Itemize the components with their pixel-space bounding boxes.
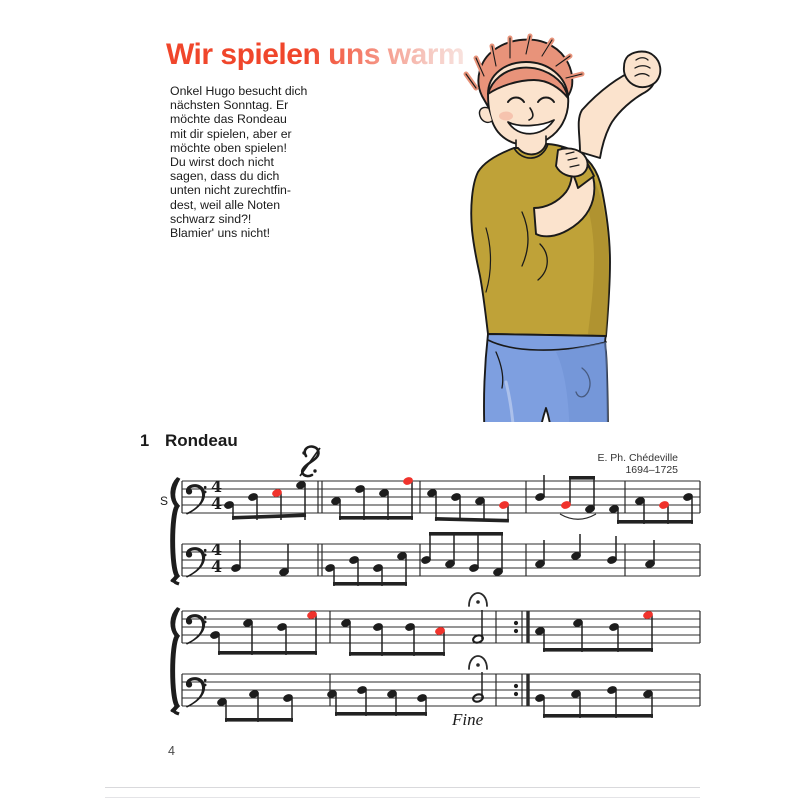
- page-number: 4: [168, 744, 175, 758]
- intro-line: sagen, dass du dich: [170, 169, 280, 184]
- note-group: [209, 610, 318, 655]
- composer-name: E. Ph. Chédeville: [597, 452, 678, 464]
- note-group: [216, 689, 294, 722]
- intro-line: mit dir spielen, aber er: [170, 126, 292, 141]
- staff-lower-2: [182, 656, 700, 729]
- intro-line: möchte das Rondeau: [170, 112, 287, 127]
- time-sig-denominator: 4: [211, 557, 223, 576]
- page-title: Wir spielen uns warm: [166, 38, 465, 71]
- intro-line: dest, weil alle Noten: [170, 197, 281, 212]
- time-sig-numerator: 4: [211, 540, 223, 559]
- note-group: [324, 551, 408, 586]
- intro-line: unten nicht zurechtfin-: [170, 183, 291, 198]
- note-group: [420, 532, 504, 577]
- note-group: [469, 656, 487, 703]
- intro-line: nächsten Sonntag. Er: [170, 98, 289, 113]
- fermata-icon: [469, 593, 487, 606]
- part-marker-s: S: [160, 494, 169, 508]
- composer-dates: 1694–1725: [625, 464, 678, 477]
- note-group: [340, 618, 446, 656]
- note-group: [534, 610, 654, 652]
- fermata-icon: [469, 656, 487, 669]
- staff-upper-1: [182, 447, 700, 524]
- time-sig-numerator: 4: [211, 477, 223, 496]
- piece-number: 1: [140, 432, 150, 450]
- note-group: [469, 593, 487, 644]
- staff-upper-2: [182, 593, 700, 656]
- intro-line: möchte oben spielen!: [170, 140, 287, 155]
- fine-marking: Fine: [452, 710, 484, 729]
- slur: [560, 514, 596, 519]
- note-group: [534, 534, 656, 569]
- time-sig-denominator: 4: [211, 494, 223, 513]
- system-2: [172, 593, 701, 729]
- intro-line: Onkel Hugo besucht dich: [170, 84, 308, 98]
- intro-line: schwarz sind?!: [170, 211, 252, 226]
- system-1: [172, 447, 701, 586]
- segno-icon: [300, 447, 320, 476]
- intro-line: Du wirst doch nicht: [170, 155, 274, 170]
- piece-title: Rondeau: [165, 431, 238, 450]
- note-group: [230, 540, 290, 577]
- page-frame-line-secondary: [105, 797, 700, 798]
- intro-line: Blamier' uns nicht!: [170, 226, 271, 241]
- note-group: [223, 480, 307, 520]
- staff-lower-1: [182, 532, 700, 586]
- page-frame-line: [105, 787, 700, 788]
